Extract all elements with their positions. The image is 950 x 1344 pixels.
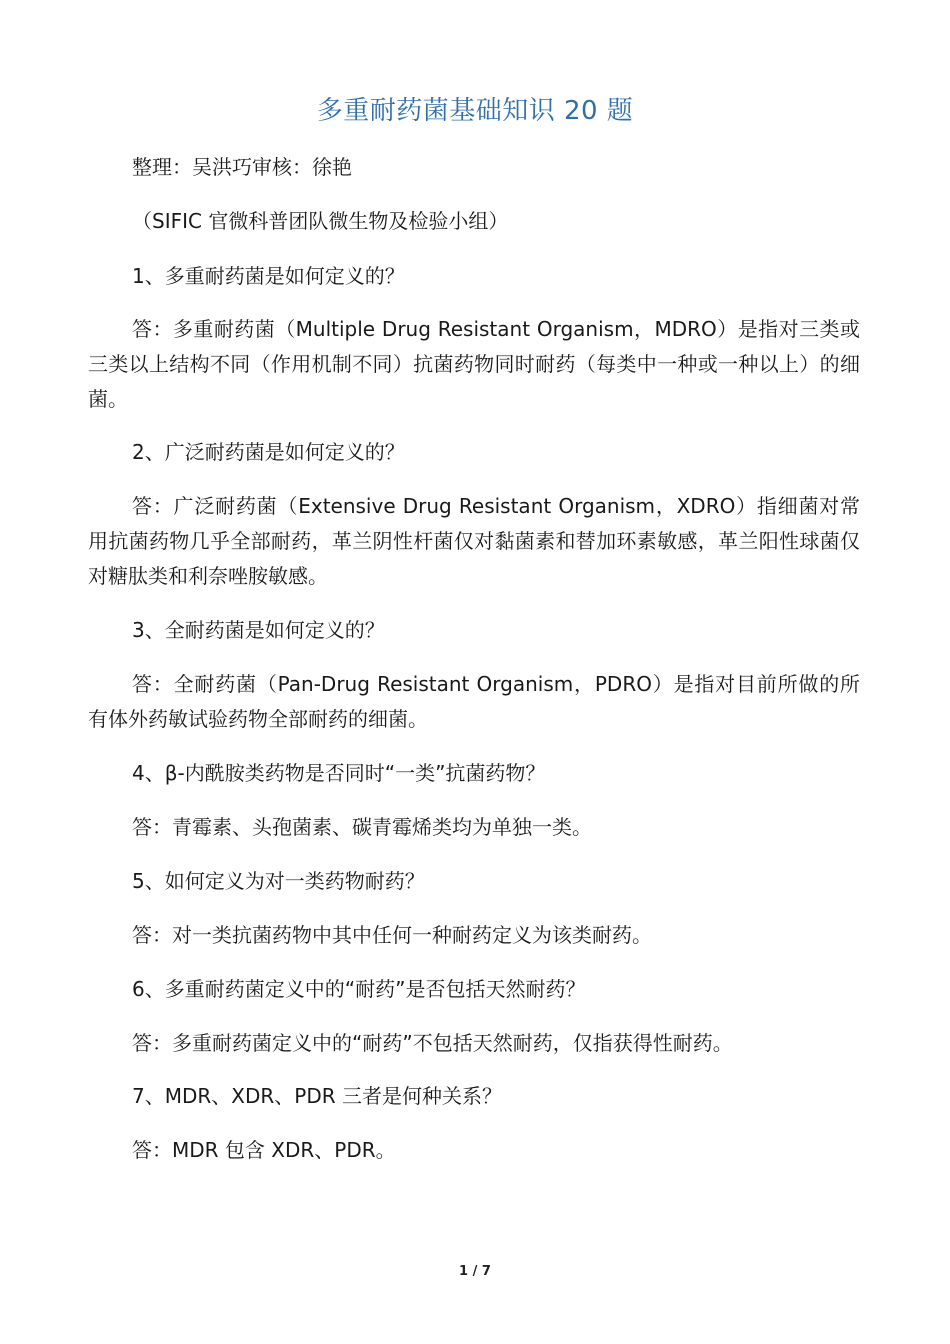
question-7: 7、MDR、XDR、PDR 三者是何种关系？	[132, 1084, 502, 1108]
credits-line: 整理：吴洪巧审核：徐艳	[132, 155, 352, 179]
answer-4: 答：青霉素、头孢菌素、碳青霉烯类均为单独一类。	[132, 815, 592, 839]
page-title: 多重耐药菌基础知识 20 题	[316, 96, 634, 126]
organization-line: （SIFIC 官微科普团队微生物及检验小组）	[132, 209, 509, 233]
question-1: 1、多重耐药菌是如何定义的？	[132, 264, 405, 288]
answer-7: 答：MDR 包含 XDR、PDR。	[132, 1138, 396, 1162]
question-3: 3、全耐药菌是如何定义的？	[132, 618, 385, 642]
question-2: 2、广泛耐药菌是如何定义的？	[132, 440, 405, 464]
question-5: 5、如何定义为对一类药物耐药？	[132, 869, 425, 893]
answer-6: 答：多重耐药菌定义中的“耐药”不包括天然耐药，仅指获得性耐药。	[132, 1031, 733, 1055]
answer-3: 答：全耐药菌（Pan-Drug Resistant Organism，PDRO）是指对目前所做的所有体外药敏试验药物全部耐药的细菌。	[88, 672, 860, 731]
answer-5: 答：对一类抗菌药物中其中任何一种耐药定义为该类耐药。	[132, 923, 652, 947]
question-6: 6、多重耐药菌定义中的“耐药”是否包括天然耐药？	[132, 977, 586, 1001]
question-4: 4、β-内酰胺类药物是否同时“一类”抗菌药物？	[132, 761, 546, 785]
answer-1: 答：多重耐药菌（Multiple Drug Resistant Organism，MDRO）是指对三类或三类以上结构不同（作用机制不同）抗菌药物同时耐药（每类中一种或一种以上）的细菌。	[88, 317, 860, 411]
answer-2: 答：广泛耐药菌（Extensive Drug Resistant Organism，XDRO）指细菌对常用抗菌药物几乎全部耐药，革兰阴性杆菌仅对黏菌素和替加环素敏感，革兰阳性球菌仅对糖肽类和利奈唑胺敏感。	[88, 494, 860, 588]
page-number: 1 / 7	[459, 1264, 491, 1279]
